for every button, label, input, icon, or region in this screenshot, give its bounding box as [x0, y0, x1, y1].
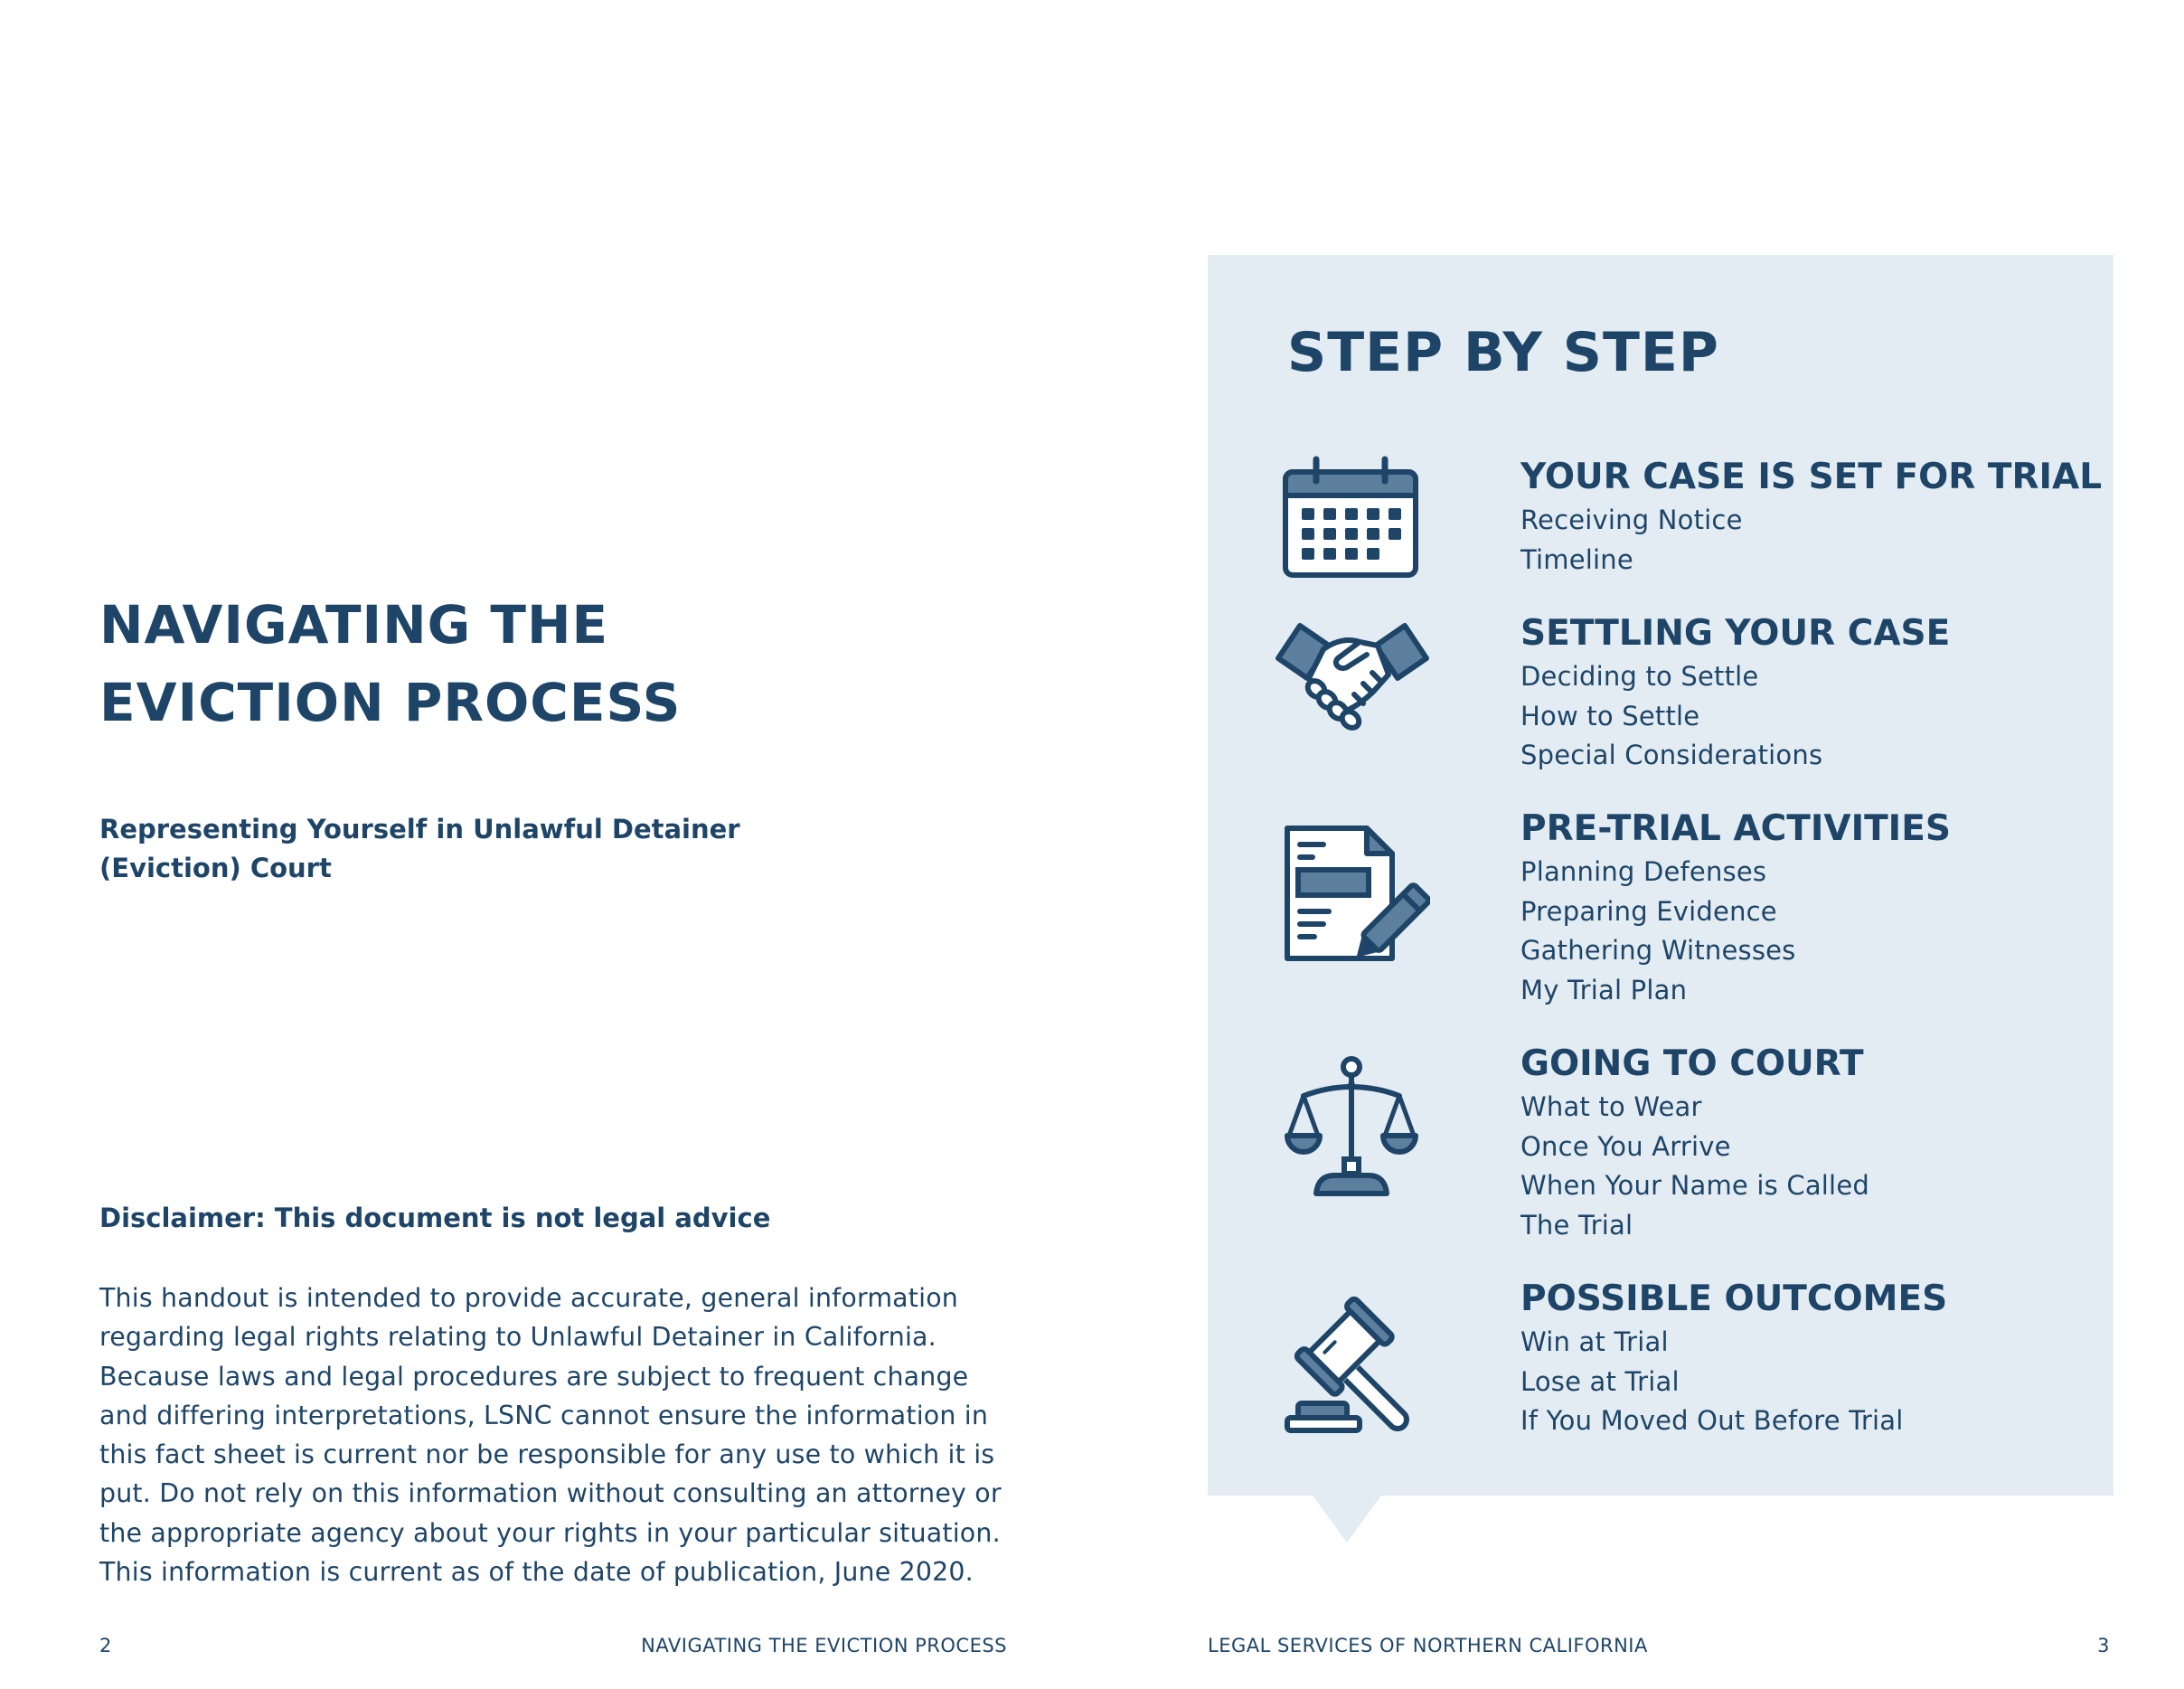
panel-title: STEP BY STEP [1287, 321, 1719, 384]
step-item: If You Moved Out Before Trial [1520, 1405, 1904, 1436]
subtitle-line-2: (Eviction) Court [99, 853, 332, 883]
step-item-list [1520, 501, 1743, 580]
left-footer-text: NAVIGATING THE EVICTION PROCESS [641, 1635, 1007, 1656]
step-item-list [1520, 853, 1795, 1010]
step-item: My Trial Plan [1520, 974, 1688, 1005]
gavel-icon [1282, 1291, 1425, 1436]
step-item: Once You Arrive [1520, 1130, 1731, 1162]
step-item: Gathering Witnesses [1520, 935, 1796, 966]
step-heading: PRE-TRIAL ACTIVITIES [1520, 808, 1951, 849]
title-line-2: EVICTION PROCESS [99, 672, 682, 733]
page-title [99, 586, 681, 741]
step-item: Lose at Trial [1520, 1365, 1680, 1397]
step-heading: GOING TO COURT [1520, 1043, 1864, 1084]
step-item: Special Considerations [1520, 740, 1823, 770]
scales-icon [1284, 1056, 1419, 1197]
step-item: The Trial [1520, 1209, 1633, 1241]
right-page-number: 3 [2097, 1635, 2110, 1656]
left-page-number: 2 [99, 1635, 112, 1656]
disclaimer-body: This handout is intended to provide accurate, general information regarding legal rights relating to Unlawful Detainer in California. Because laws and legal procedures are subject to frequent change and differing interpretations, LSNC cannot ensure the information in this fact sheet is current nor be responsible for any use to which it is put. Do not rely on this information without consulting an attorney or the appropriate agency about your rights in your particular situation. This information is current as of the date of publication, June 2020. [99, 1283, 1002, 1588]
step-heading: YOUR CASE IS SET FOR TRIAL [1520, 457, 2103, 497]
title-line-1: NAVIGATING THE [99, 594, 609, 656]
step-item-list [1520, 1323, 1903, 1441]
subtitle-line-1: Representing Yourself in Unlawful Detainer [99, 814, 740, 844]
right-footer-text: LEGAL SERVICES OF NORTHERN CALIFORNIA [1208, 1635, 1648, 1656]
step-item: Deciding to Settle [1520, 661, 1759, 692]
step-item: Receiving Notice [1520, 505, 1743, 535]
step-item: Win at Trial [1520, 1326, 1669, 1357]
step-heading: POSSIBLE OUTCOMES [1520, 1279, 1948, 1319]
disclaimer-heading: Disclaimer: This document is not legal advice [99, 1203, 771, 1233]
step-heading: SETTLING YOUR CASE [1520, 613, 1951, 654]
document-pencil-icon [1282, 823, 1430, 964]
step-item: What to Wear [1520, 1091, 1702, 1122]
step-item: Preparing Evidence [1520, 895, 1777, 927]
step-item: How to Settle [1520, 700, 1700, 731]
step-item-list [1520, 1088, 1869, 1245]
step-item: When Your Name is Called [1520, 1170, 1869, 1201]
handshake-icon [1273, 618, 1432, 734]
calendar-icon [1278, 452, 1423, 580]
subtitle [99, 810, 786, 888]
step-item: Timeline [1520, 543, 1633, 575]
step-item-list [1520, 657, 1822, 776]
step-item: Planning Defenses [1520, 856, 1767, 887]
panel-pointer [1313, 1496, 1381, 1543]
